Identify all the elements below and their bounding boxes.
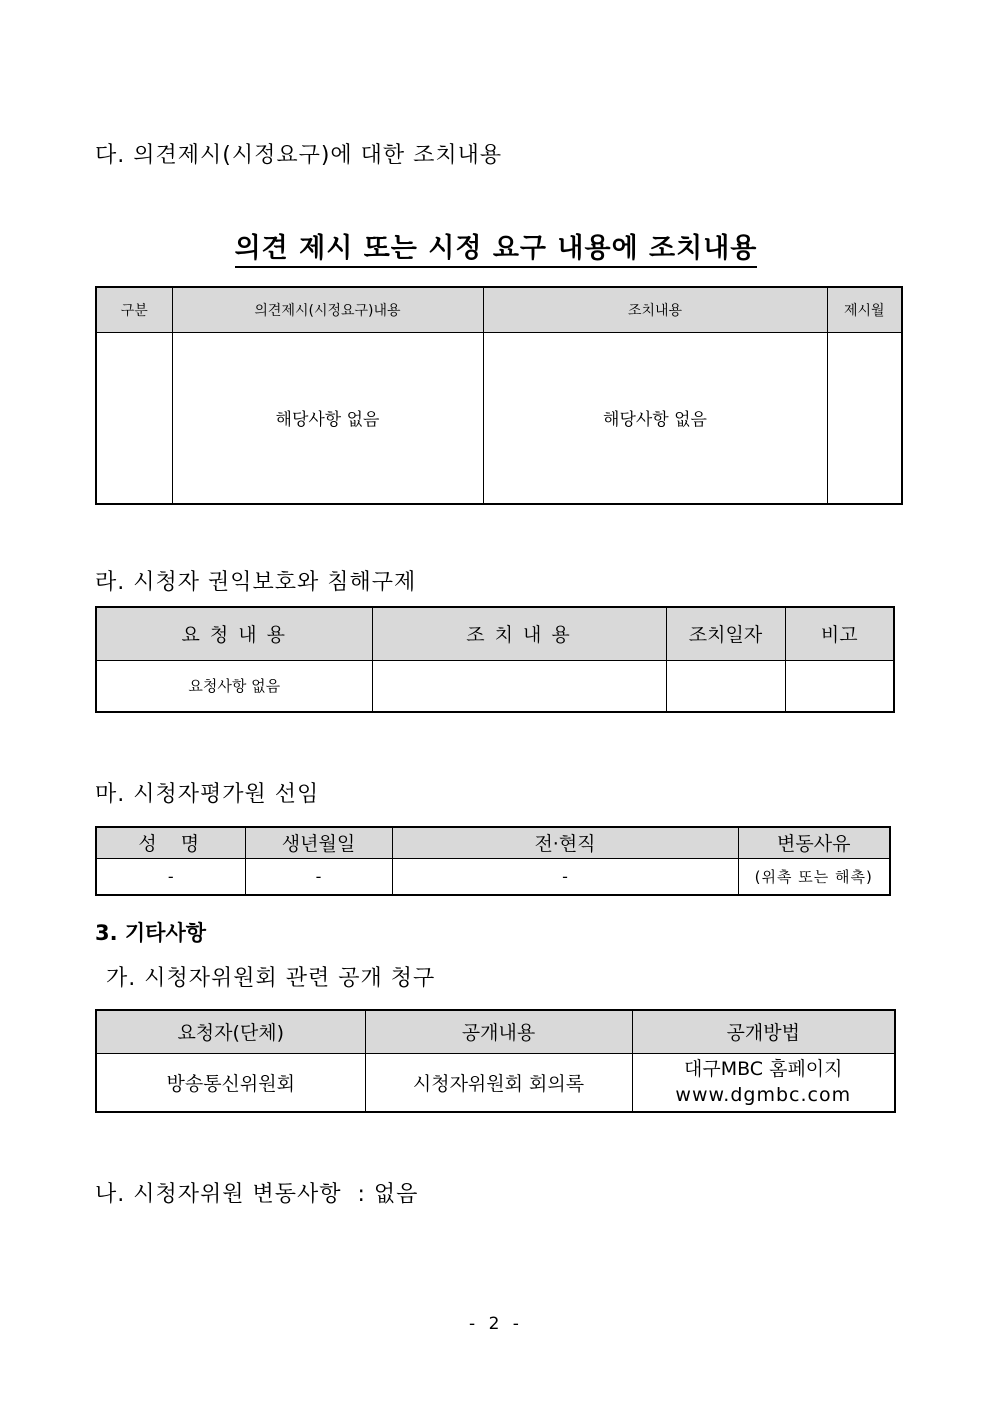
rights-cell-request: 요청사항 없음: [96, 660, 372, 712]
section-3-heading: 3. 기타사항: [95, 921, 207, 945]
opinion-cell-category: [96, 332, 172, 504]
evaluator-cell-birth: -: [245, 858, 392, 895]
rights-header-date: 조치일자: [666, 607, 785, 660]
evaluator-header-birth: 생년월일: [245, 827, 392, 858]
disclosure-cell-content: 시청자위원회 회의록: [365, 1053, 632, 1112]
disclosure-method-url: www.dgmbc.com: [675, 1084, 852, 1107]
rights-header-action: 조 치 내 용: [372, 607, 666, 660]
page-number: - 2 -: [469, 1314, 523, 1334]
evaluator-cell-reason: (위촉 또는 해촉): [738, 858, 890, 895]
evaluator-header-name: 성 명: [96, 827, 245, 858]
disclosure-header-requester: 요청자(단체): [96, 1010, 365, 1053]
rights-cell-date: [666, 660, 785, 712]
evaluator-header-reason: 변동사유: [738, 827, 890, 858]
rights-header-note: 비고: [785, 607, 894, 660]
disclosure-header-method: 공개방법: [632, 1010, 895, 1053]
opinion-table-title: 의견 제시 또는 시정 요구 내용에 조치내용: [0, 226, 992, 265]
opinion-header-month: 제시월: [827, 287, 902, 332]
opinion-header-action: 조치내용: [483, 287, 827, 332]
disclosure-table: [95, 1009, 896, 1113]
section-ra-heading: 라. 시청자 권익보호와 침해구제: [95, 570, 417, 595]
opinion-table: [95, 286, 903, 505]
disclosure-header-content: 공개내용: [365, 1010, 632, 1053]
evaluator-table: [95, 826, 891, 896]
disclosure-cell-requester: 방송통신위원회: [96, 1053, 365, 1112]
rights-header-request: 요 청 내 용: [96, 607, 372, 660]
evaluator-cell-name: -: [96, 858, 245, 895]
disclosure-cell-method: [632, 1053, 895, 1112]
section-na-heading: 나. 시청자위원 변동사항 : 없음: [95, 1182, 419, 1207]
opinion-header-content: 의견제시(시정요구)내용: [172, 287, 483, 332]
evaluator-cell-career: -: [392, 858, 738, 895]
evaluator-header-career: 전·현직: [392, 827, 738, 858]
opinion-cell-action: 해당사항 없음: [483, 332, 827, 504]
section-ga-heading: 가. 시청자위원회 관련 공개 청구: [106, 966, 436, 991]
rights-cell-note: [785, 660, 894, 712]
opinion-cell-month: [827, 332, 902, 504]
opinion-header-category: 구분: [96, 287, 172, 332]
rights-table: [95, 606, 895, 713]
section-da-heading: 다. 의견제시(시정요구)에 대한 조치내용: [95, 143, 503, 168]
rights-cell-action: [372, 660, 666, 712]
section-ma-heading: 마. 시청자평가원 선임: [95, 782, 320, 807]
disclosure-method-line1: 대구MBC 홈페이지: [683, 1058, 843, 1081]
opinion-cell-content: 해당사항 없음: [172, 332, 483, 504]
